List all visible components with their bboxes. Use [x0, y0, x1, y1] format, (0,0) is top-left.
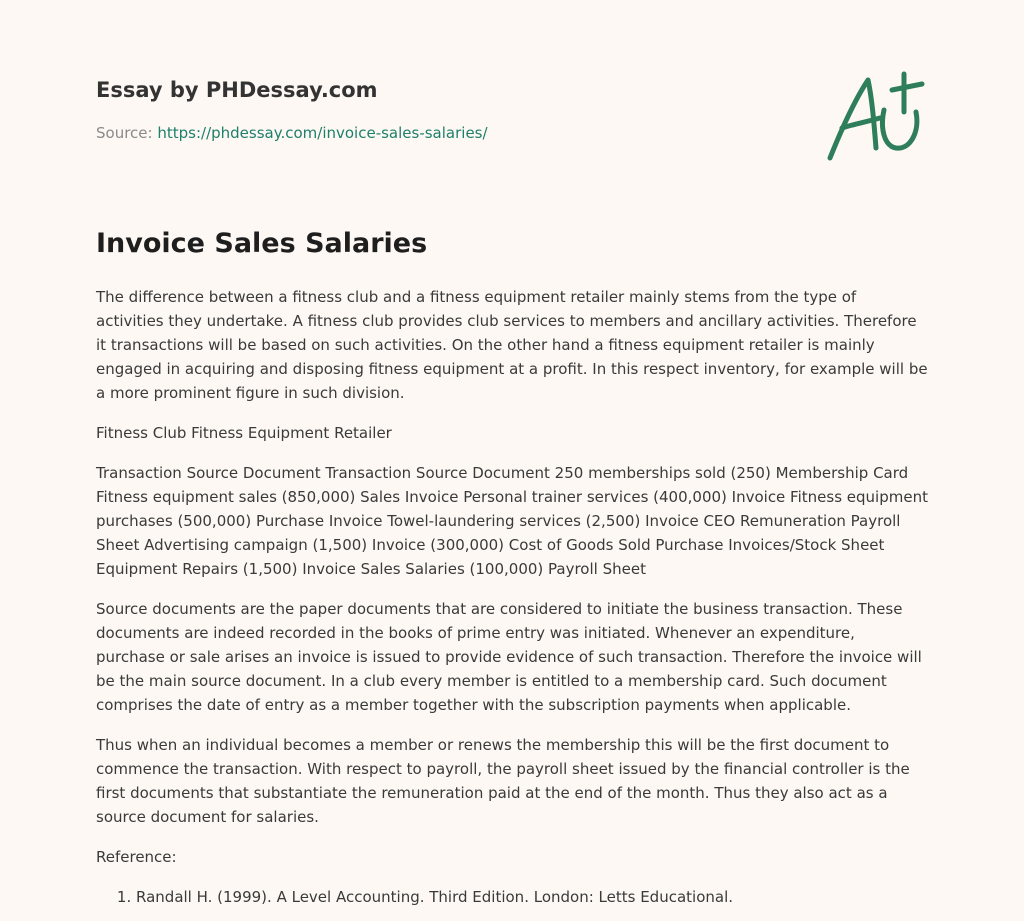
source-label: Source: [96, 124, 153, 142]
a-plus-logo-icon [824, 68, 928, 164]
source-link[interactable]: https://phdessay.com/invoice-sales-salaries/ [157, 124, 488, 142]
essay-paragraph: Transaction Source Document Transaction Source Document 250 memberships sold (250) Membership Card Fitness equipment sales (850,000) Sales Invoice Personal trainer services (400,000) Invoice Fitness equipment purchases (500,000) Purchase Invoice Towel-laundering services (2,500) Invoice CEO Remuneration Payroll Sheet Advertising campaign (1,500) Invoice (300,000) Cost of Goods Sold Purchase Invoices/Stock Sheet Equipment Repairs (1,500) Invoice Sales Salaries (100,000) Payroll Sheet [96, 464, 928, 578]
essay-paragraph: Source documents are the paper documents that are considered to initiate the business transaction. These documents are indeed recorded in the books of prime entry was initiated. Whenever an expenditure, purchase or sale arises an invoice is issued to provide evidence of such transaction. Therefore the invoice will be the main source document. In a club every member is entitled to a membership card. Such document comprises the date of entry as a member together with the subscription payments when applicable. [96, 600, 922, 714]
reference-list [96, 885, 928, 909]
reference-heading: Reference: [96, 848, 177, 866]
essay-paragraph: Thus when an individual becomes a member or renews the membership this will be the first document to commence the transaction. With respect to payroll, the payroll sheet issued by the financial controller is the first documents that substantiate the remuneration paid at the end of the month. Thus they also act as a source document for salaries. [96, 736, 910, 826]
essay-paragraph: Fitness Club Fitness Equipment Retailer [96, 424, 392, 442]
essay-title: Invoice Sales Salaries [96, 228, 428, 259]
source-line [96, 123, 488, 143]
essay-body [96, 285, 928, 909]
reference-item: 1. Randall H. (1999). A Level Accounting. Third Edition. London: Letts Educational. [136, 885, 928, 909]
site-brand: Essay by PHDessay.com [96, 78, 378, 102]
essay-paragraph: The difference between a fitness club and a fitness equipment retailer mainly stems from the type of activities they undertake. A fitness club provides club services to members and ancillary activities. Therefore it transactions will be based on such activities. On the other hand a fitness equipment retailer is mainly engaged in acquiring and disposing fitness equipment at a profit. In this respect inventory, for example will be a more prominent figure in such division. [96, 288, 928, 402]
